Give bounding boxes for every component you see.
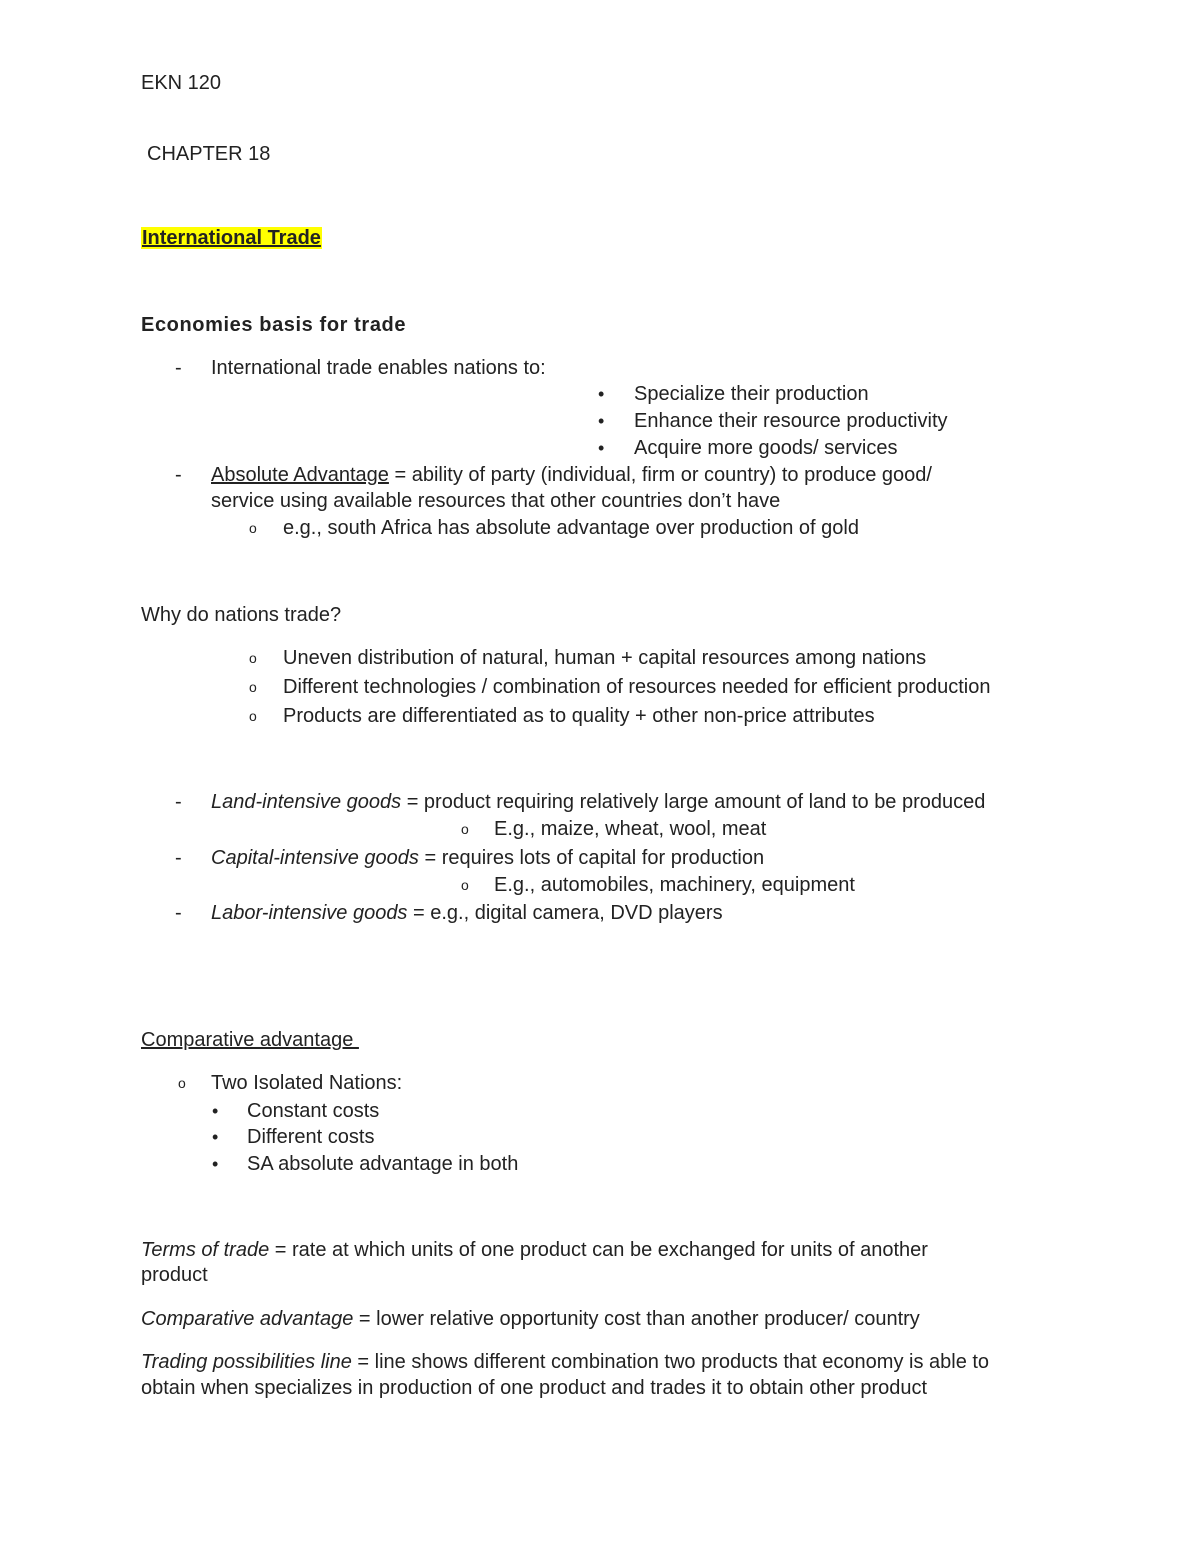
- dash-marker: -: [175, 902, 182, 924]
- capital-intensive-def: = requires lots of capital for production: [418, 847, 765, 869]
- circle-marker: o: [249, 650, 257, 666]
- circle-marker: o: [249, 679, 257, 695]
- trading-possibilities-def-cont: obtain when specializes in production of one product and trades it to obtain other product: [141, 1377, 928, 1399]
- section-heading-why: Why do nations trade?: [141, 604, 342, 626]
- absolute-advantage-example: e.g., south Africa has absolute advantage over production of gold: [283, 517, 859, 539]
- comparative-advantage-definition: [141, 1307, 920, 1331]
- terms-of-trade-def: = rate at which units of one product can be exchanged for units of another: [269, 1239, 928, 1261]
- terms-of-trade-definition: [141, 1238, 928, 1262]
- capital-intensive-term: Capital-intensive goods: [211, 847, 419, 869]
- land-intensive-definition: [211, 790, 985, 814]
- absolute-advantage-definition: [211, 463, 932, 487]
- absolute-advantage-def: = ability of party (individual, firm or country) to produce good/: [388, 464, 932, 486]
- comparative-heading-text: Comparative advantage: [141, 1029, 359, 1051]
- circle-marker: o: [249, 520, 257, 536]
- list-item: Different technologies / combination of resources needed for efficient production: [283, 676, 991, 698]
- list-item: Constant costs: [247, 1100, 380, 1122]
- circle-marker: o: [249, 708, 257, 724]
- page-title-text: International Trade: [142, 227, 321, 249]
- absolute-advantage-term: Absolute Advantage: [211, 464, 389, 486]
- list-item: Products are differentiated as to quality + other non-price attributes: [283, 705, 875, 727]
- capital-intensive-definition: [211, 846, 764, 870]
- section-heading-basis: Economies basis for trade: [141, 314, 407, 336]
- list-item: Acquire more goods/ services: [634, 437, 898, 459]
- terms-of-trade-term: Terms of trade: [141, 1239, 270, 1261]
- trading-possibilities-definition: [141, 1350, 989, 1374]
- circle-marker: o: [461, 877, 469, 893]
- bullet-marker: •: [212, 1154, 219, 1174]
- labor-intensive-def: = e.g., digital camera, DVD players: [407, 902, 723, 924]
- page-title: [141, 226, 322, 250]
- trading-possibilities-term: Trading possibilities line: [141, 1351, 352, 1373]
- land-intensive-term: Land-intensive goods: [211, 791, 402, 813]
- comparative-advantage-term: Comparative advantage: [141, 1308, 354, 1330]
- labor-intensive-term: Labor-intensive goods: [211, 902, 408, 924]
- bullet-marker: •: [598, 411, 605, 431]
- chapter-label: CHAPTER 18: [147, 143, 271, 165]
- land-intensive-example: E.g., maize, wheat, wool, meat: [494, 818, 767, 840]
- bullet-marker: •: [598, 438, 605, 458]
- trading-possibilities-def: = line shows different combination two products that economy is able to: [351, 1351, 990, 1373]
- dash-marker: -: [175, 791, 182, 813]
- comparative-advantage-def: = lower relative opportunity cost than another producer/ country: [353, 1308, 920, 1330]
- labor-intensive-definition: [211, 901, 723, 925]
- course-code: EKN 120: [141, 72, 222, 94]
- list-item: Different costs: [247, 1126, 375, 1148]
- circle-marker: o: [178, 1075, 186, 1091]
- land-intensive-def: = product requiring relatively large amount of land to be produced: [401, 791, 986, 813]
- dash-marker: -: [175, 464, 182, 486]
- list-item: SA absolute advantage in both: [247, 1153, 519, 1175]
- two-nations-label: Two Isolated Nations:: [211, 1072, 403, 1094]
- bullet-marker: •: [212, 1127, 219, 1147]
- list-item: Specialize their production: [634, 383, 869, 405]
- bullet-marker: •: [212, 1101, 219, 1121]
- dash-marker: -: [175, 847, 182, 869]
- circle-marker: o: [461, 821, 469, 837]
- bullet-marker: •: [598, 384, 605, 404]
- intro-text: International trade enables nations to:: [211, 357, 546, 379]
- section-heading-comparative: [141, 1028, 359, 1052]
- dash-marker: -: [175, 357, 182, 379]
- terms-of-trade-def-cont: product: [141, 1264, 208, 1286]
- capital-intensive-example: E.g., automobiles, machinery, equipment: [494, 874, 855, 896]
- absolute-advantage-def-cont: service using available resources that other countries don’t have: [211, 490, 781, 512]
- list-item: Uneven distribution of natural, human + capital resources among nations: [283, 647, 927, 669]
- list-item: Enhance their resource productivity: [634, 410, 948, 432]
